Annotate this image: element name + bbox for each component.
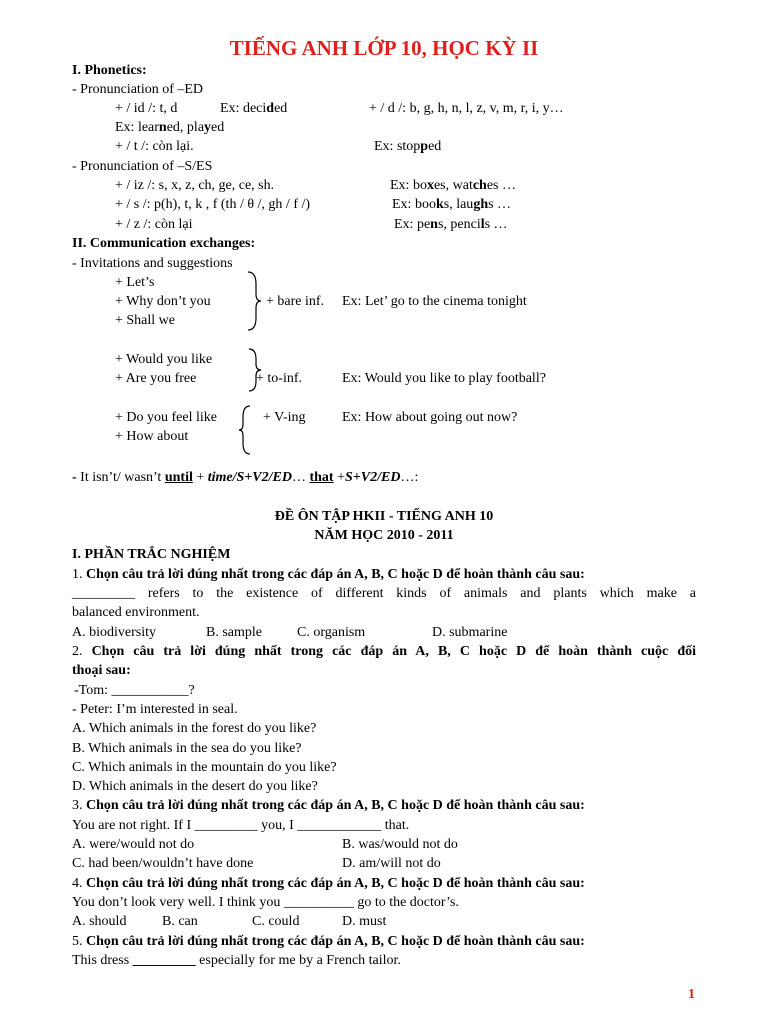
q4-stem: You don’t look very well. I think you __________ go to the doctor’s.	[72, 895, 459, 910]
q2-dialogue-tom: -Tom: ___________?	[74, 683, 195, 698]
g1-example: Ex: Let’ go to the cinema tonight	[342, 294, 527, 309]
g2-example: Ex: Would you like to play football?	[342, 371, 546, 386]
g3-example: Ex: How about going out now?	[342, 410, 518, 425]
communication-heading: II. Communication exchanges:	[72, 236, 256, 251]
s-label: - Pronunciation of –S/ES	[72, 159, 213, 174]
q2-option: A. Which animals in the forest do you like?	[72, 721, 317, 736]
g1-item: + Shall we	[115, 313, 175, 328]
until-structure: - It isn’t/ wasn’t until + time/S+V2/ED… that +S+V2/ED…:	[72, 470, 419, 485]
page-title: TIẾNG ANH LỚP 10, HỌC KỲ II	[229, 36, 539, 60]
q1-option: A. biodiversity	[72, 625, 156, 640]
q1-option: D. submarine	[432, 625, 508, 640]
g3-item: + How about	[115, 429, 189, 444]
g2-form: + to-inf.	[256, 371, 302, 386]
q3-option: A. were/would not do	[72, 837, 195, 852]
q1-stem-cont: balanced environment.	[72, 605, 200, 620]
ed-id-rule: + / id /: t, d	[115, 101, 178, 116]
ed-d-rule: + / d /: b, g, h, n, l, z, v, m, r, i, y…	[369, 101, 564, 116]
page-number: 1	[688, 987, 695, 1002]
q5-stem: This dress _________ especially for me by a French tailor.	[72, 953, 401, 968]
q3-instruction: 3. Chọn câu trả lời đúng nhất trong các đáp án A, B, C hoặc D để hoàn thành câu sau:	[72, 798, 585, 813]
s-s-rule: + / s /: p(h), t, k , f (th / θ /, gh / f /)	[115, 197, 311, 212]
q2-instruction: 2. Chọn câu trả lời đúng nhất trong các đáp án A, B, C hoặc D để hoàn thành cuộc đối	[72, 644, 696, 659]
q5-instruction: 5. Chọn câu trả lời đúng nhất trong các đáp án A, B, C hoặc D để hoàn thành câu sau:	[72, 934, 585, 949]
q4-option: A. should	[72, 914, 127, 929]
s-z-example: Ex: pens, pencils …	[394, 217, 508, 232]
q2-dialogue-peter: - Peter: I’m interested in seal.	[72, 702, 238, 717]
section-heading: I. PHẦN TRẮC NGHIỆM	[72, 547, 231, 562]
s-iz-example: Ex: boxes, watches …	[390, 178, 517, 193]
q4-option: B. can	[162, 914, 198, 929]
g2-item: + Are you free	[115, 371, 197, 386]
q2-option: C. Which animals in the mountain do you like?	[72, 760, 337, 775]
ed-t-example: Ex: stopped	[374, 139, 442, 154]
g3-form: + V-ing	[263, 410, 306, 425]
s-z-rule: + / z /: còn lại	[115, 217, 193, 232]
s-s-example: Ex: books, laughs …	[392, 197, 512, 212]
q1-stem: _________ refers to the existence of different kinds of animals and plants which make a	[72, 586, 696, 601]
phonetics-heading: I. Phonetics:	[72, 63, 147, 78]
right-brace-icon	[246, 270, 262, 332]
q3-stem: You are not right. If I _________ you, I ____________ that.	[72, 818, 410, 833]
g1-form: + bare inf.	[266, 294, 325, 309]
invitations-label: - Invitations and suggestions	[72, 256, 233, 271]
q3-option: C. had been/wouldn’t have done	[72, 856, 254, 871]
q1-option: B. sample	[206, 625, 262, 640]
q4-instruction: 4. Chọn câu trả lời đúng nhất trong các đáp án A, B, C hoặc D để hoàn thành câu sau:	[72, 876, 585, 891]
ed-id-example: Ex: decided	[220, 101, 288, 116]
q4-option: C. could	[252, 914, 300, 929]
g3-item: + Do you feel like	[115, 410, 217, 425]
g1-item: + Why don’t you	[115, 294, 211, 309]
g2-item: + Would you like	[115, 352, 213, 367]
q4-option: D. must	[342, 914, 387, 929]
q1-option: C. organism	[297, 625, 366, 640]
left-brace-icon	[238, 404, 254, 456]
ed-d-example: Ex: learned, played	[115, 120, 225, 135]
g1-item: + Let’s	[115, 275, 155, 290]
q2-instruction-cont: thoại sau:	[72, 663, 131, 678]
ed-label: - Pronunciation of –ED	[72, 82, 204, 97]
q1-instruction: 1. Chọn câu trả lời đúng nhất trong các đáp án A, B, C hoặc D để hoàn thành câu sau:	[72, 567, 585, 582]
q3-option: D. am/will not do	[342, 856, 441, 871]
s-iz-rule: + / iz /: s, x, z, ch, ge, ce, sh.	[115, 178, 275, 193]
exam-year: NĂM HỌC 2010 - 2011	[314, 528, 454, 543]
exam-title: ĐỀ ÔN TẬP HKII - TIẾNG ANH 10	[274, 509, 494, 524]
q3-option: B. was/would not do	[342, 837, 458, 852]
ed-t-rule: + / t /: còn lại.	[115, 139, 194, 154]
q2-option: B. Which animals in the sea do you like?	[72, 741, 302, 756]
q2-option: D. Which animals in the desert do you like?	[72, 779, 318, 794]
